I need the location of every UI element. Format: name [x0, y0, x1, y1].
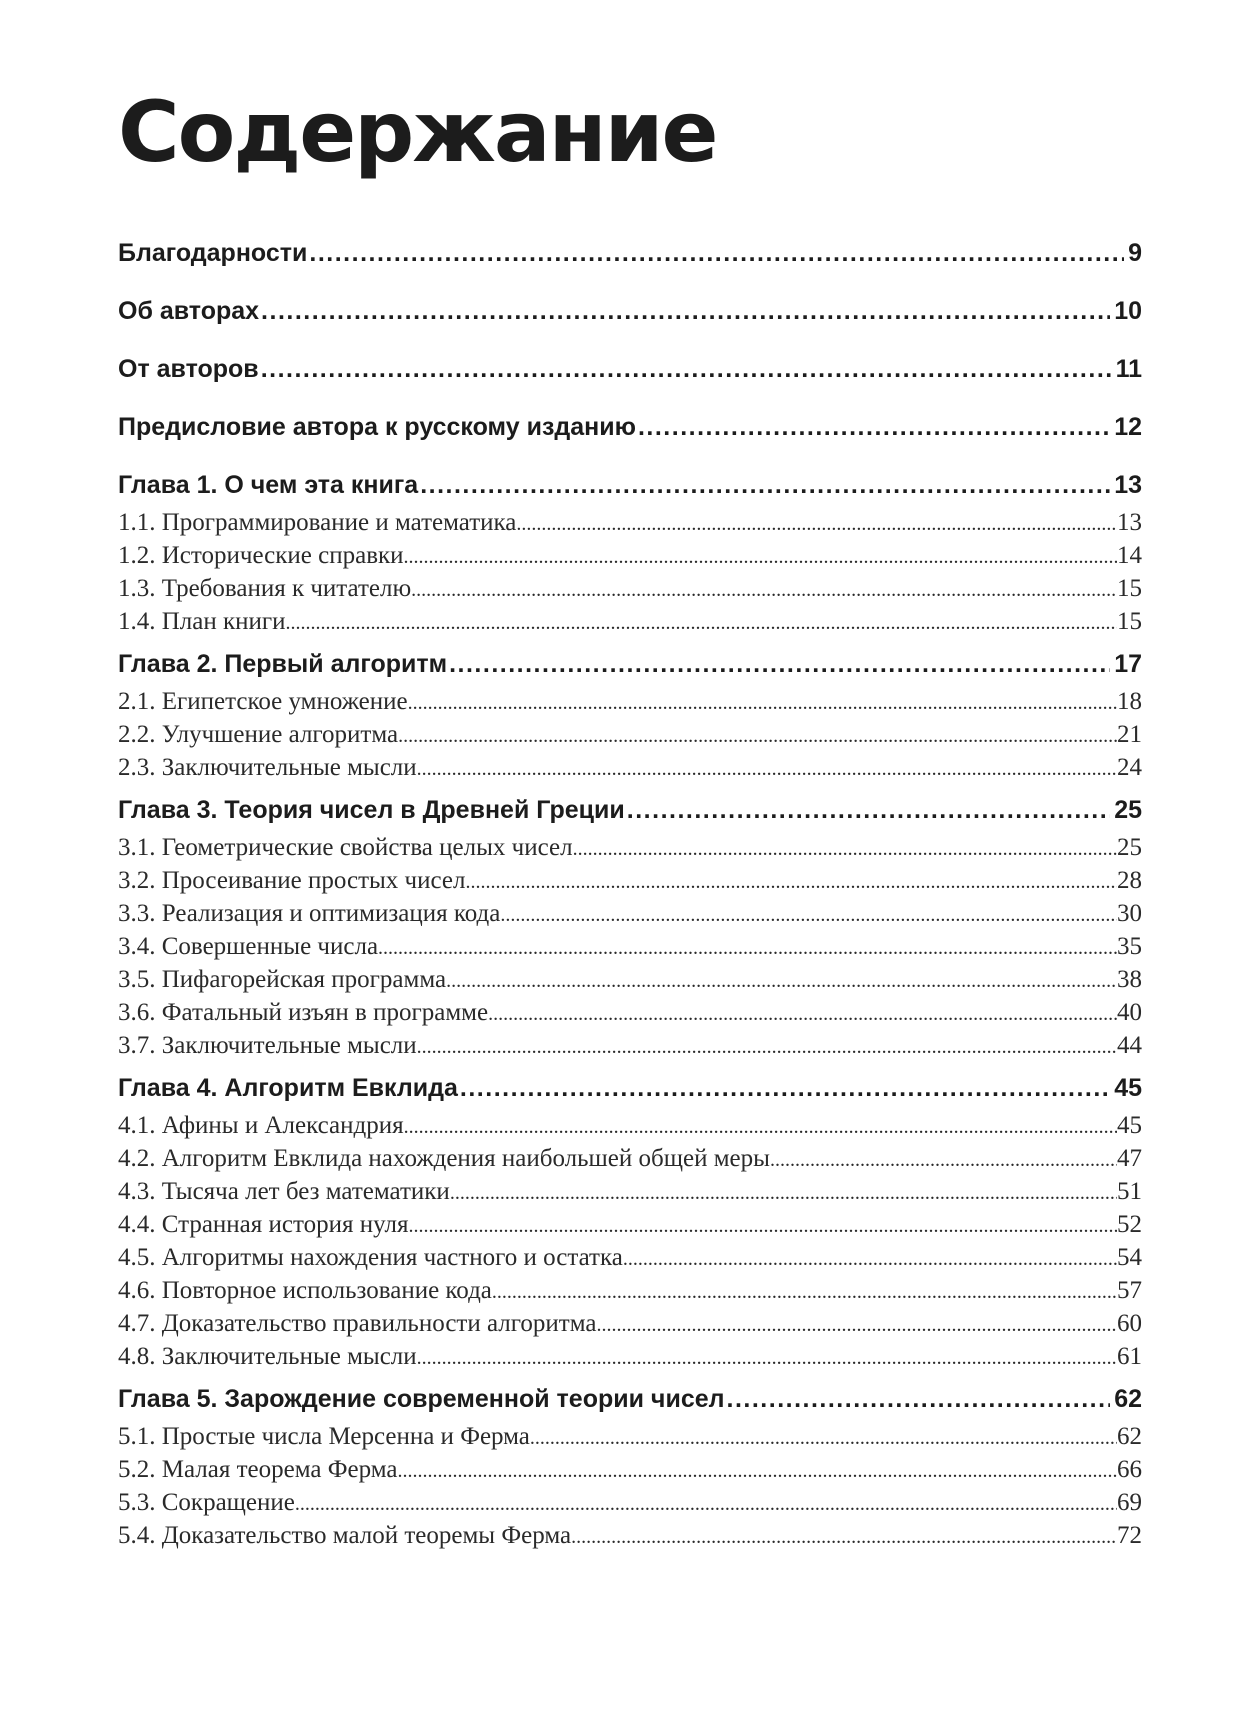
toc-section-entry — [118, 996, 1142, 1029]
toc-chapter-entry — [118, 468, 1142, 506]
page-title: Содержание — [118, 83, 717, 181]
dot-leader — [295, 1486, 1117, 1521]
toc-entry — [118, 236, 1142, 294]
toc-chapter-entry — [118, 1382, 1142, 1420]
toc-page-number: 40 — [1117, 999, 1142, 1026]
dot-leader — [286, 605, 1117, 640]
toc-page-number: 45 — [1117, 1112, 1142, 1139]
toc-entry-label: 1.1. Программирование и математика — [118, 509, 517, 536]
toc-entry-label: 3.3. Реализация и оптимизация кода — [118, 900, 501, 927]
toc-page-number: 45 — [1114, 1074, 1142, 1102]
toc-entry-label: Глава 1. О чем эта книга — [118, 471, 419, 499]
toc-page-number: 21 — [1117, 721, 1142, 748]
toc-entry-label: Об авторах — [118, 297, 260, 325]
dot-leader — [488, 996, 1117, 1031]
dot-leader — [530, 1420, 1117, 1455]
toc-section-entry — [118, 1307, 1142, 1340]
toc-page-number: 30 — [1117, 900, 1142, 927]
toc-section-entry — [118, 1175, 1142, 1208]
toc-page-number: 61 — [1117, 1343, 1142, 1370]
toc-page-number: 18 — [1117, 688, 1142, 715]
toc-page-number: 15 — [1117, 608, 1142, 635]
toc-entry-label: 4.5. Алгоритмы нахождения частного и остатка — [118, 1244, 623, 1271]
toc-section-entry — [118, 718, 1142, 751]
toc-entry-label: 3.6. Фатальный изъян в программе — [118, 999, 489, 1026]
toc-chapter-entry — [118, 793, 1142, 831]
toc-section-entry — [118, 1029, 1142, 1071]
toc-page-number: 28 — [1117, 867, 1142, 894]
toc-entry-label: 4.7. Доказательство правильности алгоритма — [118, 1310, 597, 1337]
dot-leader — [516, 506, 1117, 541]
toc-section-entry — [118, 864, 1142, 897]
toc-entry-label: 4.3. Тысяча лет без математики — [118, 1178, 450, 1205]
dot-leader — [623, 1241, 1117, 1276]
toc-entry-label: 3.1. Геометрические свойства целых чисел — [118, 834, 573, 861]
toc-page-number: 9 — [1128, 239, 1142, 267]
toc-page-number: 72 — [1117, 1522, 1142, 1549]
toc-section-entry — [118, 1142, 1142, 1175]
toc-page-number: 25 — [1117, 834, 1142, 861]
dot-leader — [417, 1029, 1117, 1064]
toc-page-number: 13 — [1114, 471, 1142, 499]
dot-leader — [460, 1071, 1110, 1105]
dot-leader — [450, 1175, 1117, 1210]
toc-page-number: 54 — [1117, 1244, 1142, 1271]
toc-chapter-entry — [118, 1071, 1142, 1109]
toc-entry-label: 3.2. Просеивание простых чисел — [118, 867, 466, 894]
toc-page-number: 13 — [1117, 509, 1142, 536]
dot-leader — [596, 1307, 1117, 1342]
toc-entry-label: 3.7. Заключительные мысли — [118, 1032, 417, 1059]
toc-entry-label: Предисловие автора к русскому изданию — [118, 413, 636, 441]
toc-page-number: 66 — [1117, 1456, 1142, 1483]
toc-page-number: 11 — [1115, 355, 1142, 383]
toc-section-entry — [118, 572, 1142, 605]
dot-leader — [420, 468, 1110, 502]
toc-entry-label: 5.3. Сокращение — [118, 1489, 295, 1516]
toc-entry-label: Глава 5. Зарождение современной теории чисел — [118, 1385, 725, 1413]
toc-entry-label: 2.1. Египетское умножение — [118, 688, 408, 715]
dot-leader — [446, 963, 1117, 998]
toc-page-number: 38 — [1117, 966, 1142, 993]
toc-page-number: 60 — [1117, 1310, 1142, 1337]
toc-entry-label: 3.5. Пифагорейская программа — [118, 966, 447, 993]
toc-entry-label: Глава 4. Алгоритм Евклида — [118, 1074, 458, 1102]
dot-leader — [500, 897, 1117, 932]
dot-leader — [727, 1382, 1111, 1416]
toc-section-entry — [118, 1420, 1142, 1453]
toc-section-entry — [118, 685, 1142, 718]
toc-entry-label: 2.2. Улучшение алгоритма — [118, 721, 399, 748]
dot-leader — [417, 751, 1117, 786]
toc-section-entry — [118, 1340, 1142, 1382]
toc-page-number: 51 — [1117, 1178, 1142, 1205]
toc-entry-label: 1.4. План книги — [118, 608, 286, 635]
toc-entry — [118, 352, 1142, 410]
toc-section-entry — [118, 1486, 1142, 1519]
dot-leader — [770, 1142, 1117, 1177]
toc-page-number: 44 — [1117, 1032, 1142, 1059]
toc-page-number: 62 — [1117, 1423, 1142, 1450]
dot-leader — [408, 1208, 1117, 1243]
dot-leader — [492, 1274, 1117, 1309]
toc-entry-label: Глава 2. Первый алгоритм — [118, 650, 448, 678]
toc-page-number: 62 — [1114, 1385, 1142, 1413]
toc-entry-label: 4.6. Повторное использование кода — [118, 1277, 492, 1304]
toc-section-entry — [118, 831, 1142, 864]
toc-section-entry — [118, 1453, 1142, 1486]
toc-section-entry — [118, 605, 1142, 647]
toc-entry — [118, 410, 1142, 468]
dot-leader — [408, 685, 1117, 720]
toc-entry-label: 2.3. Заключительные мысли — [118, 754, 417, 781]
toc-entry-label: 4.1. Афины и Александрия — [118, 1112, 404, 1139]
dot-leader — [627, 793, 1110, 827]
toc-page-number: 12 — [1114, 413, 1142, 441]
dot-leader — [404, 539, 1117, 574]
dot-leader — [261, 294, 1110, 328]
toc-section-entry — [118, 930, 1142, 963]
dot-leader — [638, 410, 1110, 444]
toc-entry — [118, 294, 1142, 352]
toc-entry-label: 5.2. Малая теорема Ферма — [118, 1456, 398, 1483]
toc-page-number: 47 — [1117, 1145, 1142, 1172]
toc-section-entry — [118, 1519, 1142, 1552]
toc-section-entry — [118, 751, 1142, 793]
dot-leader — [411, 572, 1117, 607]
toc-entry-label: От авторов — [118, 355, 259, 383]
dot-leader — [309, 236, 1124, 270]
toc-page-number: 52 — [1117, 1211, 1142, 1238]
dot-leader — [417, 1340, 1117, 1375]
toc-section-entry — [118, 1241, 1142, 1274]
toc-page-number: 25 — [1114, 796, 1142, 824]
toc-section-entry — [118, 963, 1142, 996]
toc-page-number: 15 — [1117, 575, 1142, 602]
toc-entry-label: 4.8. Заключительные мысли — [118, 1343, 417, 1370]
dot-leader — [571, 1519, 1117, 1554]
dot-leader — [397, 1453, 1117, 1488]
toc-entry-label: 4.4. Странная история нуля — [118, 1211, 409, 1238]
toc-chapter-entry — [118, 647, 1142, 685]
dot-leader — [449, 647, 1110, 681]
dot-leader — [378, 930, 1117, 965]
toc-entry-label: 4.2. Алгоритм Евклида нахождения наибольшей общей меры — [118, 1145, 770, 1172]
dot-leader — [398, 718, 1117, 753]
toc-page-number: 24 — [1117, 754, 1142, 781]
toc-section-entry — [118, 539, 1142, 572]
toc-section-entry — [118, 1274, 1142, 1307]
toc-page-number: 17 — [1114, 650, 1142, 678]
toc-entry-label: 5.4. Доказательство малой теоремы Ферма — [118, 1522, 572, 1549]
toc-section-entry — [118, 897, 1142, 930]
toc-entry-label: 5.1. Простые числа Мерсенна и Ферма — [118, 1423, 530, 1450]
dot-leader — [404, 1109, 1117, 1144]
table-of-contents — [118, 236, 1142, 1552]
toc-section-entry — [118, 1109, 1142, 1142]
toc-section-entry — [118, 506, 1142, 539]
toc-page-number: 57 — [1117, 1277, 1142, 1304]
toc-entry-label: 1.3. Требования к читателю — [118, 575, 412, 602]
toc-page-number: 14 — [1117, 542, 1142, 569]
toc-entry-label: 1.2. Исторические справки — [118, 542, 404, 569]
toc-page-number: 69 — [1117, 1489, 1142, 1516]
toc-page-number: 35 — [1117, 933, 1142, 960]
toc-entry-label: Благодарности — [118, 239, 308, 267]
dot-leader — [573, 831, 1117, 866]
toc-section-entry — [118, 1208, 1142, 1241]
dot-leader — [261, 352, 1112, 386]
toc-entry-label: 3.4. Совершенные числа — [118, 933, 379, 960]
dot-leader — [465, 864, 1117, 899]
toc-page-number: 10 — [1114, 297, 1142, 325]
toc-entry-label: Глава 3. Теория чисел в Древней Греции — [118, 796, 625, 824]
